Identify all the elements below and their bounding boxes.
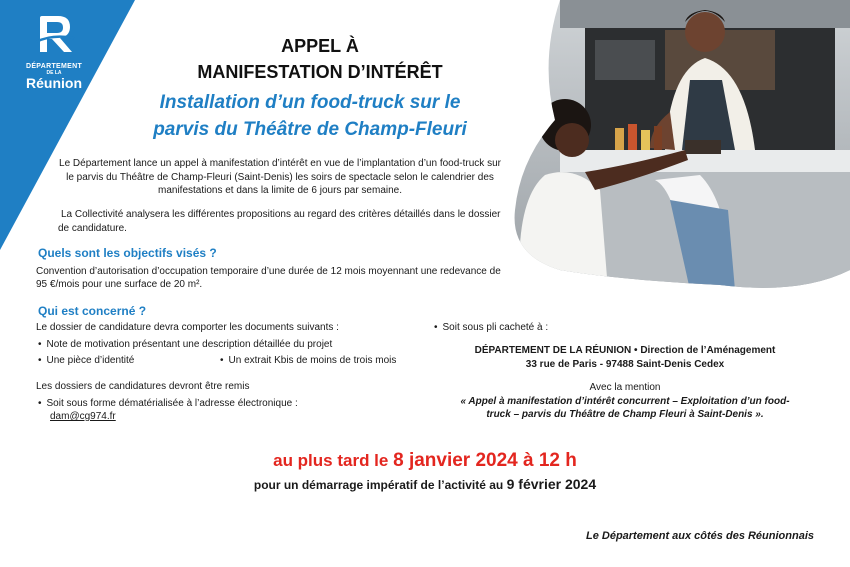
objectives-heading: Quels sont les objectifs visés ? [38,246,217,260]
paper-submission-item: • Soit sous pli cacheté à : [434,321,548,334]
departement-logo [14,12,94,90]
deadline [0,450,850,472]
logo-text-dela: DE LA [46,70,62,76]
subtitle-line2: parvis du Théâtre de Champ-Fleuri [153,119,467,140]
subtitle-line1: Installation d’un food-truck sur le [159,92,461,113]
email-link[interactable]: dam@cg974.fr [50,411,116,422]
address-line-1: DÉPARTEMENT DE LA RÉUNION • Direction de l’Aménagement [474,345,776,356]
mention-label: Avec la mention [589,382,661,393]
logo-r-icon [32,12,76,56]
food-truck-photo [500,0,850,290]
deadline-date: 8 janvier 2024 à 12 h [393,450,577,471]
intro-paragraph-2: La Collectivité analysera les différentes propositions au regard des critères détaillés dans le dossier de candidature. [58,209,501,234]
mention-line-2: truck – parvis du Théâtre de Champ Fleuri à Saint-Denis ». [486,409,764,420]
doc-item-identity: • Une pièce d’identité [38,354,134,367]
electronic-submission-item: • Soit sous forme dématérialisée à l’adresse électronique : [38,397,298,410]
start-date [0,476,850,492]
page-title-line2: MANIFESTATION D’INTÉRÊT [197,62,443,82]
logo-text-departement: DÉPARTEMENT [25,63,83,70]
deadline-prefix: au plus tard le [273,451,389,470]
subtitle [100,89,520,143]
doc-item-motivation: • Note de motivation présentant une description détaillée du projet [38,338,332,351]
address-line-2: 33 rue de Paris - 97488 Saint-Denis Cedex [525,359,725,370]
page-title-line1: APPEL À [281,36,359,56]
concerned-heading: Qui est concerné ? [38,304,147,318]
documents-intro: Le dossier de candidature devra comporter les documents suivants : [36,322,339,333]
submission-intro: Les dossiers de candidatures devront être remis [36,381,250,392]
start-date-value: 9 février 2024 [506,476,597,492]
intro-paragraph-1: Le Département lance un appel à manifestation d’intérêt en vue de l’implantation d’un food-truck sur le parvis du Théâtre de Champ-Fleuri (Saint-Denis) les soirs de spectacle selon le calendrier des manifestations et dans la limite de 6 jours par semaine. [59,158,501,196]
footer-slogan: Le Département aux côtés des Réunionnais [585,530,814,542]
doc-item-kbis: • Un extrait Kbis de moins de trois mois [220,354,396,367]
mention-line-1: « Appel à manifestation d’intérêt concurrent – Exploitation d’un food- [460,396,790,407]
logo-text-reunion: Réunion [26,75,82,91]
objectives-text: Convention d’autorisation d’occupation temporaire d’une durée de 12 mois moyennant une redevance de 95 €/mois pour une surface de 20 m². [36,266,501,290]
start-prefix: pour un démarrage impératif de l’activité au [253,478,504,492]
